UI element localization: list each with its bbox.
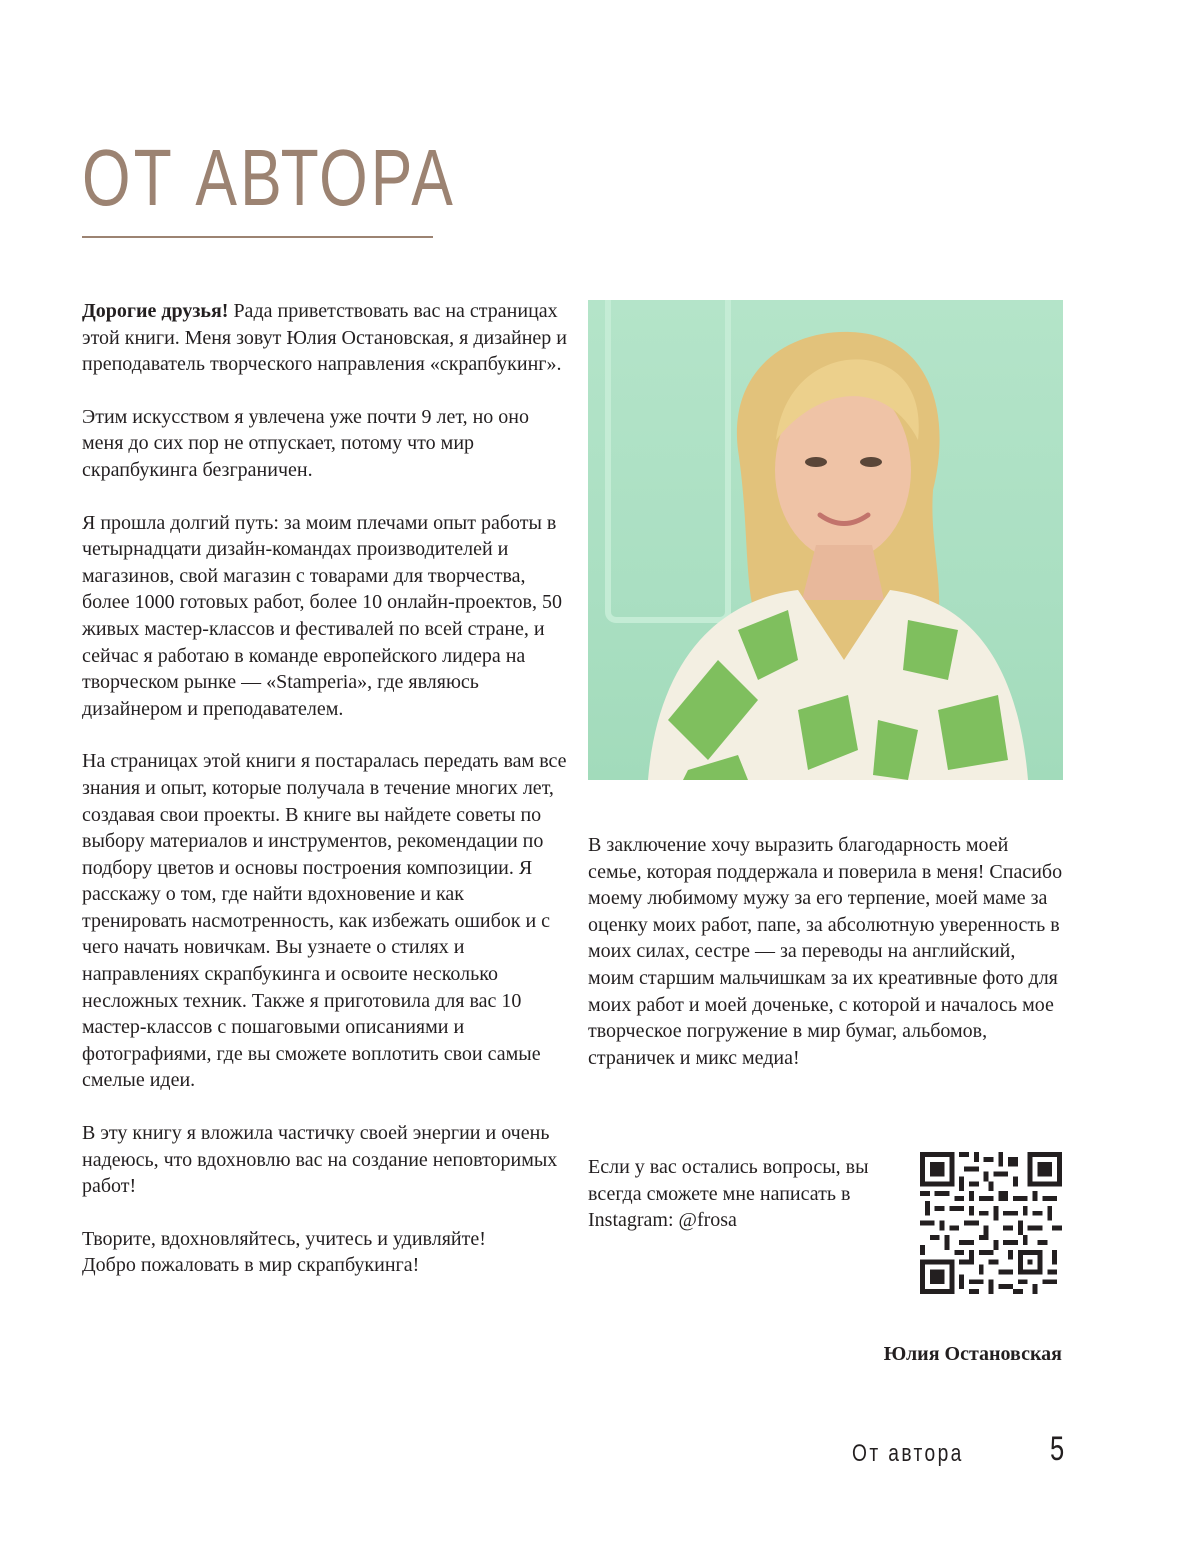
title-underline xyxy=(82,236,433,238)
paragraph-closing xyxy=(82,1226,567,1279)
paragraph-greeting xyxy=(82,298,567,378)
closing-line-1: Творите, вдохновляйтесь, учитесь и удивляйте! xyxy=(82,1227,486,1250)
paragraph-thanks: В заключение хочу выразить благодарность моей семье, которая поддержала и поверила в меня! Спасибо моему любимому мужу за его терпение, моей маме за оценку моих работ, папе, за абсолютную уверенность в моих силах, сестре — за переводы на английский, моим старшим мальчишкам за их креативные фото для моих работ и моей доченьке, с которой и началось мое творческое погружение в мир бумаг, альбомов, страничек и микс медиа! xyxy=(588,834,1063,1069)
thanks-text-column xyxy=(588,832,1066,1097)
contact-note: Если у вас остались вопросы, вы всегда сможете мне написать в Instagram: @frosa xyxy=(588,1156,869,1232)
greeting-rest: Рада приветствовать вас на страницах этой книги. Меня зовут Юлия Остановская, я дизайнер и преподаватель творческого направления «скрапбукинг». xyxy=(82,300,567,376)
greeting-bold: Дорогие друзья! xyxy=(82,300,229,322)
paragraph-book-contents: На страницах этой книги я постаралась передать вам все знания и опыт, которые получала в течение многих лет, создавая свои проекты. В книге вы найдете советы по выбору материалов и инструментов, рекомендации по подбору цветов и основы построения композиции. Я расскажу о том, где найти вдохновение и как тренировать насмотренность, как избежать ошибок и с чего начать новичкам. Вы узнаете о стилях и направлениях скрапбукинга и освоите несколько несложных техник. Также я приготовила для вас 10 мастер-классов с пошаговыми описаниями и фотографиями, где вы сможете воплотить свои самые смелые идеи. xyxy=(82,750,567,1092)
paragraph-experience-years: Этим искусством я увлечена уже почти 9 лет, но оно меня до сих пор не отпускает, потому что мир скрапбукинга безграничен. xyxy=(82,405,530,481)
author-signature: Юлия Остановская xyxy=(883,1343,1062,1365)
running-footer: От автора xyxy=(852,1440,964,1467)
qr-code-icon[interactable] xyxy=(920,1152,1062,1294)
closing-line-2: Добро пожаловать в мир скрапбукинга! xyxy=(82,1254,420,1277)
page-number: 5 xyxy=(1050,1430,1065,1468)
author-portrait-illustration xyxy=(588,300,1063,780)
intro-text-column xyxy=(82,298,567,1305)
author-photo xyxy=(588,300,1063,780)
paragraph-career: Я прошла долгий путь: за моим плечами опыт работы в четырнадцати дизайн-командах производителей и магазинов, свой магазин с товарами для творчества, более 1000 готовых работ, более 10 онлайн-проектов, 50 живых мастер-классов и фестивалей по всей стране, и сейчас я работаю в команде европейского лидера на творческом рынке — «Stamperia», где являюсь дизайнером и преподавателем. xyxy=(82,511,562,720)
paragraph-energy: В эту книгу я вложила частичку своей энергии и очень надеюсь, что вдохновлю вас на создание неповторимых работ! xyxy=(82,1122,558,1198)
page-title: ОТ АВТОРА xyxy=(82,133,457,222)
